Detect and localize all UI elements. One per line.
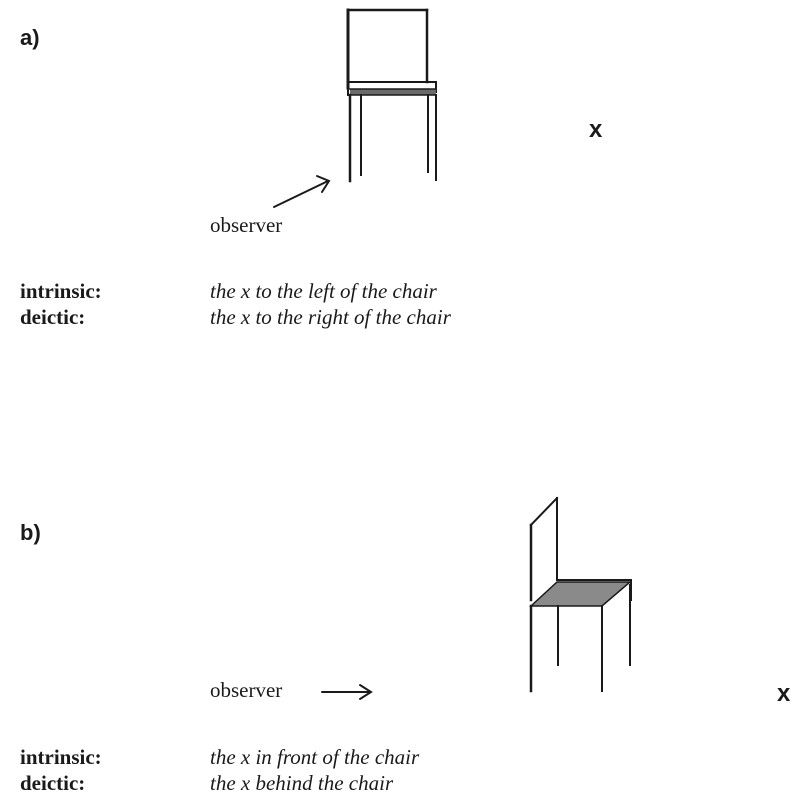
- target-x-a: x: [589, 116, 603, 143]
- deictic-term-b: deictic:: [20, 771, 86, 795]
- panel-a-label: a): [20, 25, 40, 50]
- chair-side-view: [531, 498, 631, 691]
- observer-arrow-b: [322, 685, 371, 699]
- observer-arrow-a: [274, 176, 329, 207]
- intrinsic-term-a: intrinsic:: [20, 279, 102, 303]
- panel-b-label: b): [20, 520, 41, 545]
- observer-label-b: observer: [210, 678, 283, 702]
- deictic-term-a: deictic:: [20, 305, 86, 329]
- target-x-b: x: [777, 680, 791, 707]
- intrinsic-gloss-b: the x in front of the chair: [210, 745, 420, 769]
- chair-front-view: [348, 10, 436, 181]
- deictic-gloss-a: the x to the right of the chair: [210, 305, 451, 329]
- deictic-gloss-b: the x behind the chair: [210, 771, 394, 795]
- intrinsic-term-b: intrinsic:: [20, 745, 102, 769]
- intrinsic-gloss-a: the x to the left of the chair: [210, 279, 437, 303]
- observer-label-a: observer: [210, 213, 283, 237]
